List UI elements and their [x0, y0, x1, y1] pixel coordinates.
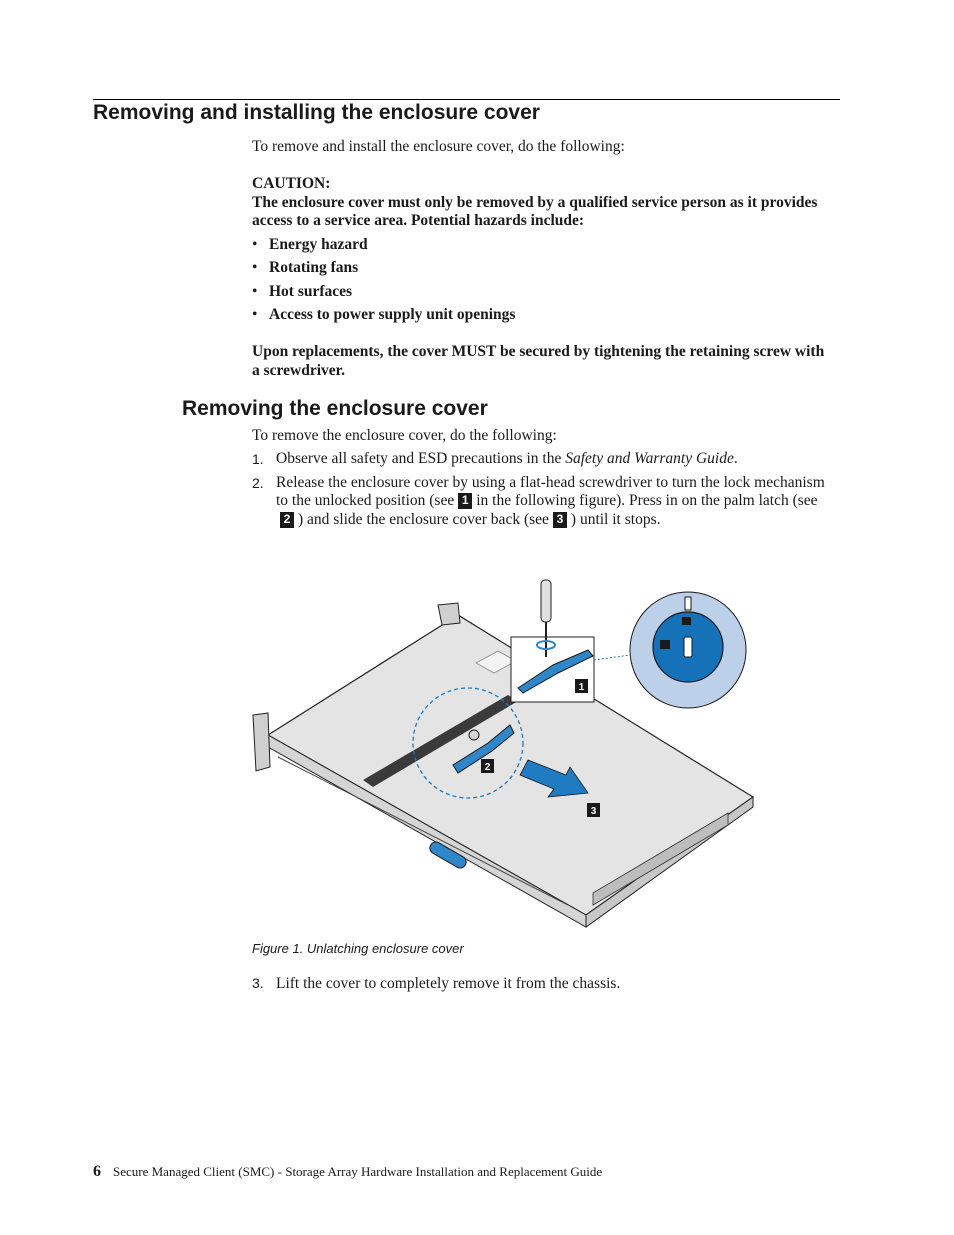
- list-item: • Hot surfaces: [252, 282, 353, 300]
- figure-callout-1: 1: [578, 682, 585, 693]
- caution-label: CAUTION:: [252, 175, 331, 192]
- figure-callout-3: 3: [590, 806, 597, 817]
- intro-text: To remove and install the enclosure cover, do the following:: [252, 138, 625, 155]
- guide-reference: Safety and Warranty Guide: [565, 450, 734, 467]
- list-item: • Access to power supply unit openings: [252, 305, 516, 323]
- section-title: Removing and installing the enclosure cover: [93, 101, 540, 124]
- caution-block: [252, 175, 832, 231]
- list-item: • Rotating fans: [252, 259, 359, 277]
- step-3: 3. Lift the cover to completely remove it from the chassis.: [252, 975, 621, 992]
- callout-key-2: 2: [280, 512, 294, 528]
- subsection-title: Removing the enclosure cover: [182, 397, 488, 420]
- callout-key-3: 3: [553, 512, 567, 528]
- page-number: 6: [93, 1163, 101, 1180]
- caution-text: The enclosure cover must only be removed by a qualified service person as it provides access to a service area. Potential hazards include:: [252, 193, 818, 229]
- lock-mechanism-icon: [594, 592, 746, 708]
- sub-intro-text: To remove the enclosure cover, do the following:: [252, 427, 557, 444]
- figure-caption: Figure 1. Unlatching enclosure cover: [252, 941, 464, 956]
- hazard-list: [252, 236, 515, 329]
- lock-inset-detail: [511, 580, 594, 702]
- figure-callout-2: 2: [484, 762, 491, 773]
- step-1: 1. Observe all safety and ESD precautions in the Safety and Warranty Guide.: [252, 450, 738, 467]
- footer-title: Secure Managed Client (SMC) - Storage Array Hardware Installation and Replacement Guide: [113, 1164, 603, 1179]
- section-rule: [93, 99, 840, 100]
- list-item: • Energy hazard: [252, 236, 368, 253]
- page-footer: [93, 1163, 602, 1181]
- step-list: [252, 450, 834, 534]
- callout-key-1: 1: [458, 493, 472, 509]
- enclosure-cover-figure: [248, 575, 758, 935]
- step-2: 2. Release the enclosure cover by using a flat-head screwdriver to turn the lock mechanism to the unlocked position (see 1 in the following figure). Press in on the palm latch (see2 ) and slide the enclosure cover back (see 3 ) until it stops.: [252, 473, 825, 528]
- caution-note: Upon replacements, the cover MUST be secured by tightening the retaining screw with a screwdriver.: [252, 343, 825, 379]
